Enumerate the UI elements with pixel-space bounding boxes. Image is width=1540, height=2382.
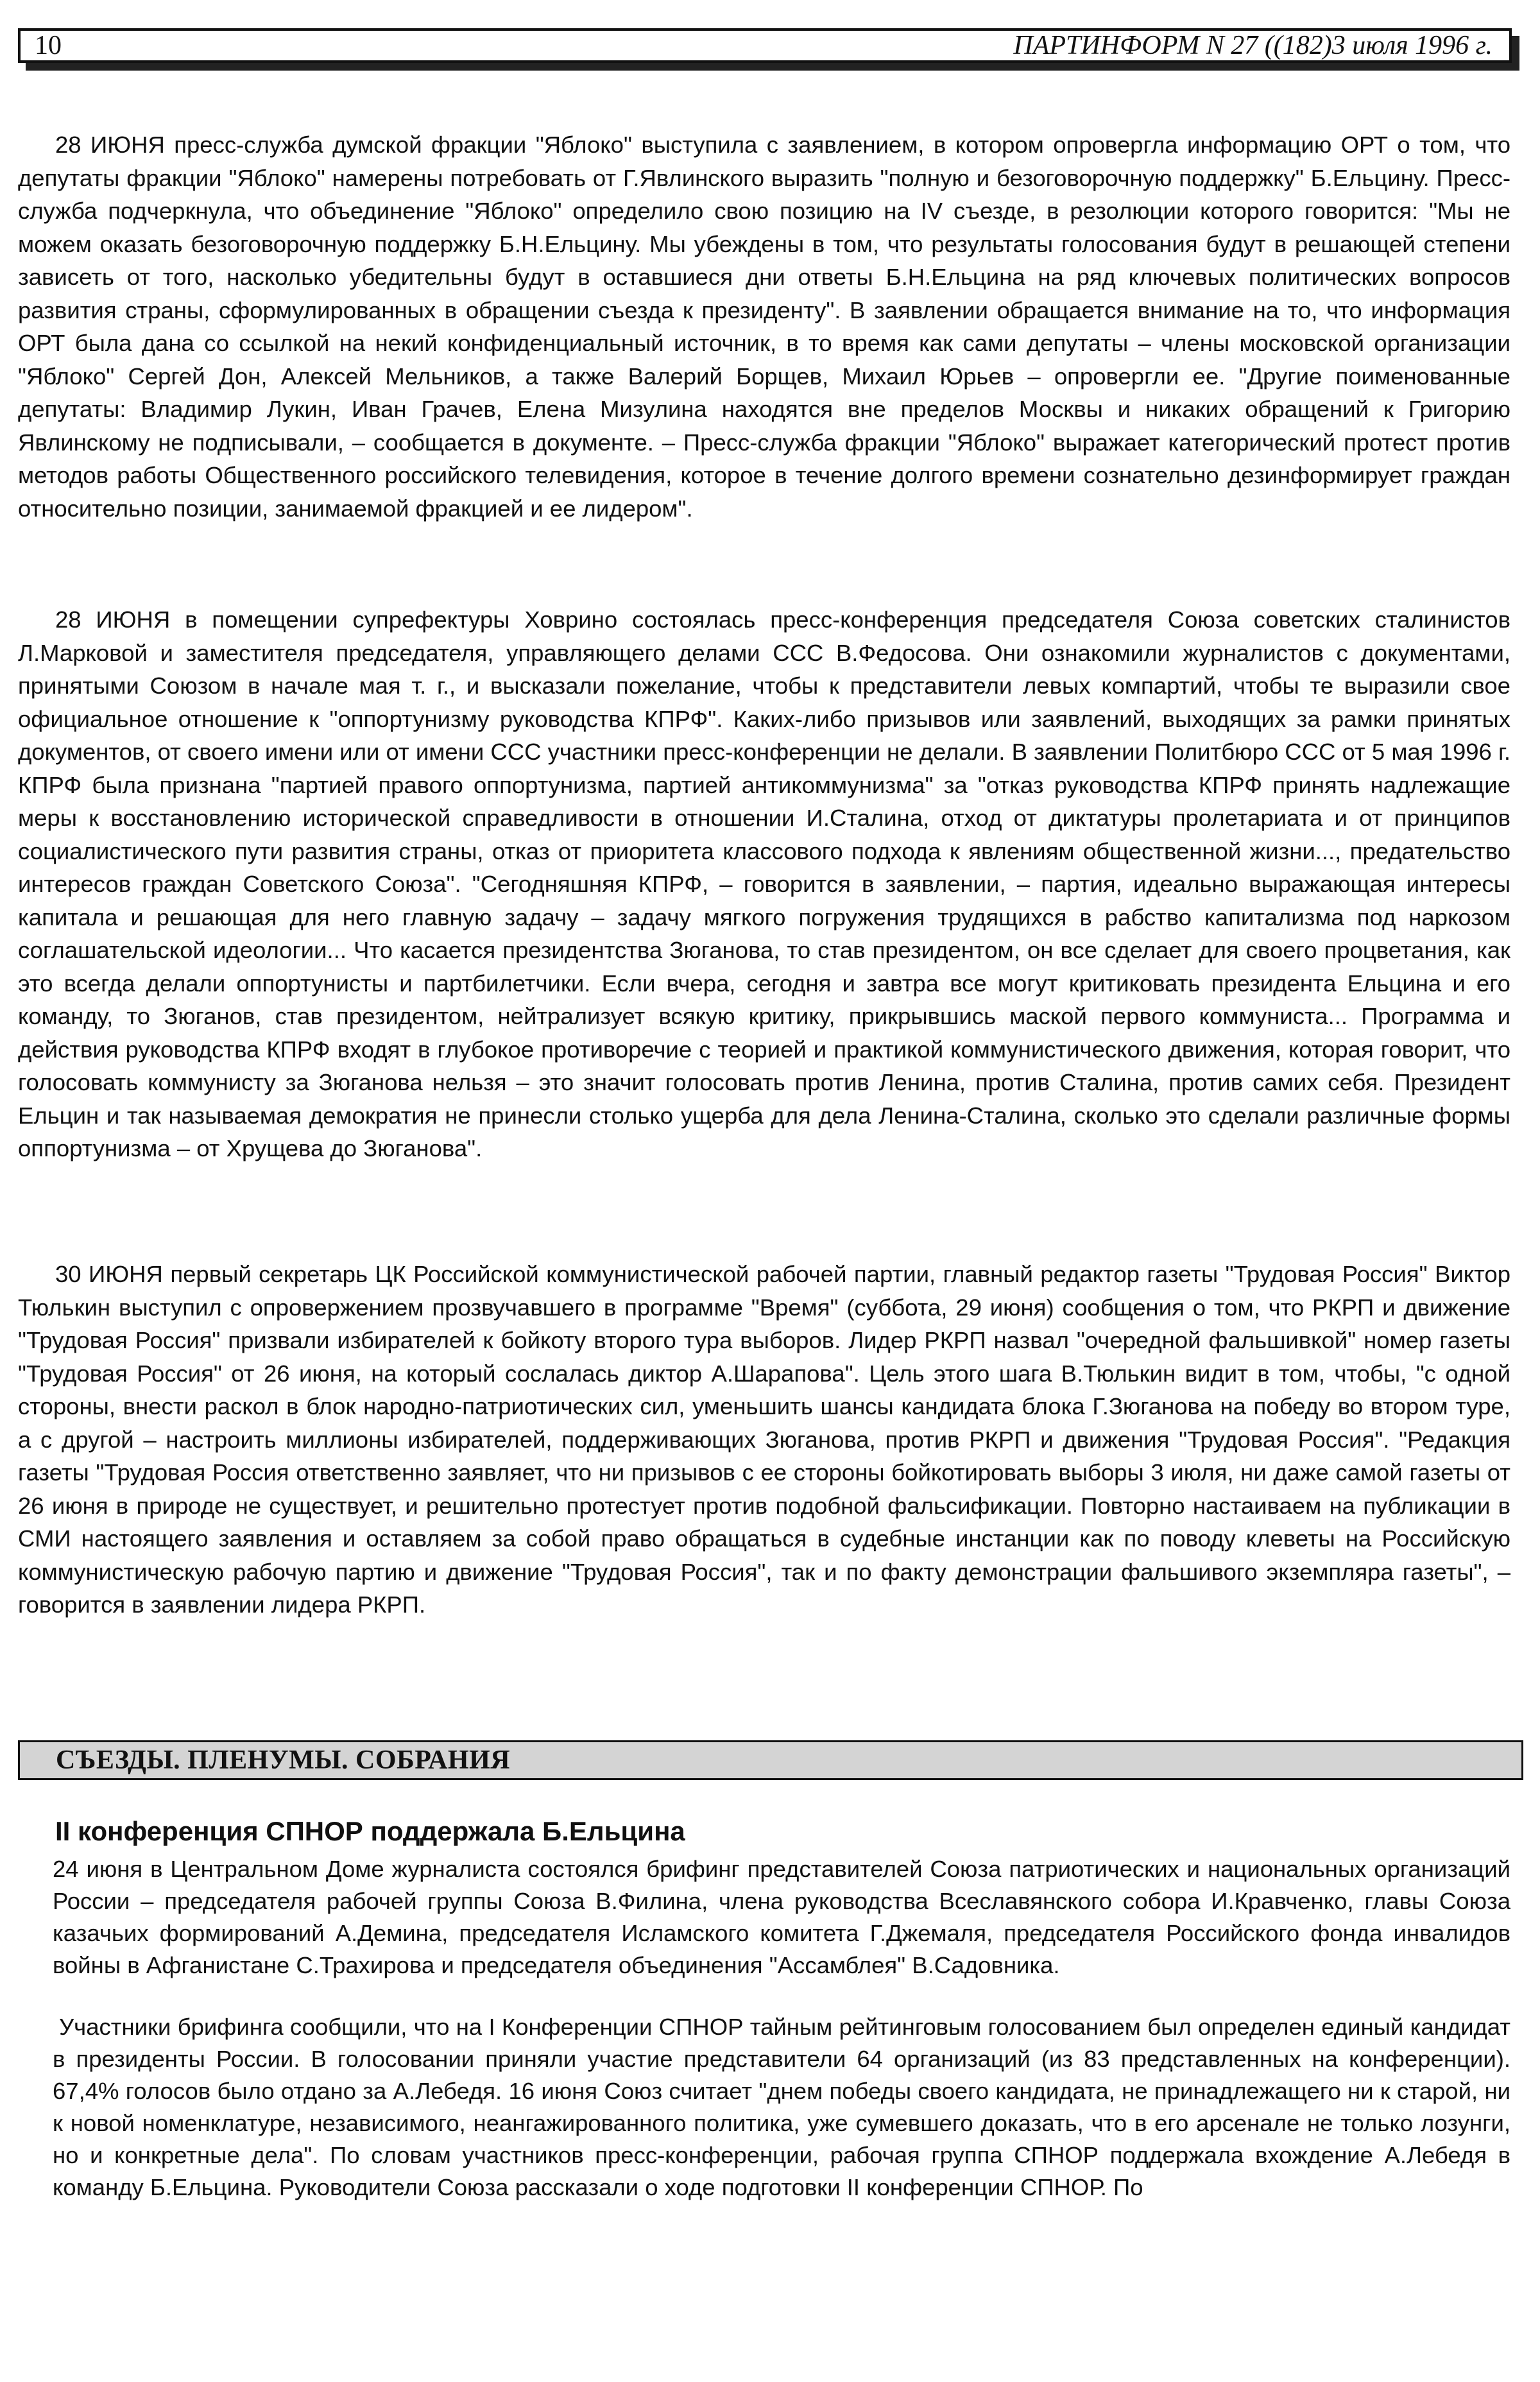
- section-title: СЪЕЗДЫ. ПЛЕНУМЫ. СОБРАНИЯ: [56, 1745, 511, 1775]
- article-paragraph: 28 ИЮНЯ пресс-служба думской фракции "Яблоко" выступила с заявлением, в котором опровергла информацию ОРТ о том, что депутаты фракции "Яблоко" намерены потребовать от Г.Явлинского выразить "полную и безоговорочную поддержку" Б.Ельцину. Пресс-служба подчеркнула, что объединение "Яблоко" определило свою позицию на IV съезде, в резолюции которого говорится: "Мы не можем оказать безоговорочную поддержку Б.Н.Ельцину. Мы убеждены в том, что результаты голосования будут в решающей степени зависеть от того, насколько убедительны будут в оставшиеся дни ответы Б.Н.Ельцина на ряд ключевых политических вопросов развития страны, сформулированных в обращении съезда к президенту". В заявлении обращается внимание на то, что информация ОРТ была дана со ссылкой на некий конфиденциальный источник, в то время как сами депутаты – члены московской организации "Яблоко" Сергей Дон, Алексей Мельников, а также Валерий Борщев, Михаил Юрьев – опровергли ее. "Другие поименованные депутаты: Владимир Лукин, Иван Грачев, Елена Мизулина находятся вне пределов Москвы и никаких обращений к Григорию Явлинскому не подписывали, – сообщается в документе. – Пресс-служба фракции "Яблоко" выражает категорический протест против методов работы Общественного российского телевидения, которое в течение долгого времени сознательно дезинформирует граждан относительно позиции, занимаемой фракцией и ее лидером".: [18, 132, 1510, 522]
- page-number: 10: [35, 31, 62, 60]
- article-paragraph: 30 ИЮНЯ первый секретарь ЦК Российской коммунистической рабочей партии, главный редактор газеты "Трудовая Россия" Виктор Тюлькин выступил с опровержением прозвучавшего в программе "Время" (суббота, 29 июня) сообщения о том, что РКРП и движение "Трудовая Россия" призвали избирателей к бойкоту второго тура выборов. Лидер РКРП назвал "очередной фальшивкой" номер газеты "Трудовая Россия" от 26 июня, на который сослалась диктор А.Шарапова". Цель этого шага В.Тюлькин видит в том, чтобы, "с одной стороны, внести раскол в блок народно-патриотических сил, уменьшить шансы кандидата блока Г.Зюганова на победу во втором туре, а с другой – настроить миллионы избирателей, поддерживающих Зюганова, против РКРП и движения "Трудовая Россия". "Редакция газеты "Трудовая Россия ответственно заявляет, что ни призывов с ее стороны бойкотировать выборы 3 июля, ни даже самой газеты от 26 июня в природе не существует, и решительно протестует против подобной фальсификации. Повторно настаиваем на публикации в СМИ настоящего заявления и оставляем за собой право обращаться в судебные инстанции как по поводу клеветы на Российскую коммунистическую рабочую партию и движение "Трудовая Россия", так и по факту демонстрации фальшивого экземпляра газеты", – говорится в заявлении лидера РКРП.: [18, 1261, 1510, 1618]
- news-paragraph: 24 июня в Центральном Доме журналиста состоялся брифинг представителей Союза патриотических и национальных организаций России – председателя рабочей группы Союза В.Филина, члена руководства Всеславянского собора И.Кравченко, главы Союза казачьих формирований А.Демина, председателя Исламского комитета Г.Джемаля, председателя Российского фонда инвалидов войны в Афганистане С.Трахирова и председателя объединения "Ассамблея" В.Садовника.: [53, 1856, 1510, 1978]
- header-shadow: [26, 63, 1519, 71]
- page-header: [18, 28, 1512, 63]
- news-paragraph: Участники брифинга сообщили, что на I Конференции СПНОР тайным рейтинговым голосованием был определен единый кандидат в президенты России. В голосовании приняли участие представители 64 организаций (из 83 представленных на конференции). 67,4% голосов было отдано за А.Лебедя. 16 июня Союз считает "днем победы своего кандидата, не принадлежащего ни к старой, ни к новой номенклатуре, независимого, неангажированного политика, уже сумевшего доказать, что в его арсенале не только лозунги, но и конкретные дела". По словам участников пресс-конференции, рабочая группа СПНОР поддержала вхождение А.Лебедя в команду Б.Ельцина. Руководители Союза рассказали о ходе подготовки II конференции СПНОР. По: [53, 2014, 1510, 2200]
- header-shadow-side: [1512, 36, 1519, 71]
- section-heading-bar: [18, 1740, 1523, 1780]
- article-paragraph: 28 ИЮНЯ в помещении супрефектуры Ховрино состоялась пресс-конференция председателя Союза советских сталинистов Л.Марковой и заместителя председателя, управляющего делами ССС В.Федосова. Они ознакомили журналистов с документами, принятыми Союзом в начале мая т. г., и высказали пожелание, чтобы к представители левых компартий, чтобы те выразили свое официальное отношение к "оппортунизму руководства КПРФ". Каких-либо призывов или заявлений, выходящих за рамки принятых документов, от своего имени или от имени ССС участники пресс-конференции не делали. В заявлении Политбюро ССС от 5 мая 1996 г. КПРФ была признана "партией правого оппортунизма, партией антикоммунизма" за "отказ руководства КПРФ принять надлежащие меры к восстановлению исторической справедливости в отношении И.Сталина, отход от диктатуры пролетариата и от принципов социалистического пути развития страны, отказ от приоритета классового подхода к явлениям общественной жизни..., предательство интересов граждан Советского Союза". "Сегодняшняя КПРФ, – говорится в заявлении, – партия, идеально выражающая интересы капитала и решающая для него главную задачу – задачу мягкого погружения трудящихся в рабство капитализма под наркозом соглашательской идеологии... Что касается президентства Зюганова, то став президентом, он все сделает для своего процветания, как это всегда делали оппортунисты и партбилетчики. Если вчера, сегодня и завтра все могут критиковать президента Ельцина и его команду, то Зюганов, став президентом, нейтрализует всякую критику, прикрывшись маской первого коммуниста... Программа и действия руководства КПРФ входят в глубокое противоречие с теорией и практикой коммунистического движения, которая говорит, что голосовать коммунисту за Зюганова нельзя – это значит голосовать против Ленина, против Сталина, против самих себя. Президент Ельцин и так называемая демократия не принесли столько ущерба для дела Ленина-Сталина, сколько это сделали различные формы оппортунизма – от Хрущева до Зюганова".: [18, 606, 1510, 1161]
- news-headline: II конференция СПНОР поддержала Б.Ельцина: [55, 1816, 685, 1846]
- publication-title: ПАРТИНФОРМ N 27 ((182)3 июля 1996 г.: [1013, 31, 1493, 60]
